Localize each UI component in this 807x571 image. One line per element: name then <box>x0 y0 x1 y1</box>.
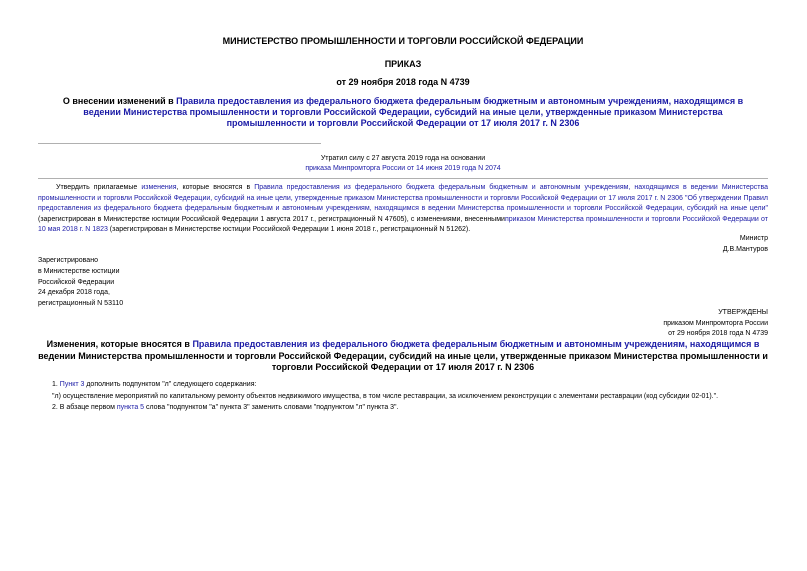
signer-position: Министр <box>739 235 768 242</box>
rules-order-link[interactable]: Правила предоставления из федерального бюджета федеральным бюджетным и автономным учреждениям, находящимся в ведении Министерства промышленности и торговли Российской Федерации, субсидий на иные цели, утвержденные приказом Министерства промышленности и торговли Российской Федерации от 17 июля 2017 г. N 2306 "Об утверждении Правил предоставления из федерального бюджета федеральным бюджетным и автономным учреждениям, находящимся в ведении Министерства промышленности и торговли Российской Федерации, субсидий на иные цели" <box>38 184 769 212</box>
signer-name: Д.В.Мантуров <box>722 246 768 253</box>
body-text-1: Утвердить прилагаемые <box>56 184 142 191</box>
list-item-quote: "л) осуществление мероприятий по капитальному ремонту объектов недвижимого имущества, в том числе реставрации, за исключением реконструкции с элементами реставрации (код субсидии 02-01).". <box>52 392 719 400</box>
clause-3-link[interactable]: Пункт 3 <box>59 381 85 388</box>
body-text-2: , которые вносятся в <box>176 184 255 191</box>
item-text: дополнить подпунктом "л" следующего содержания: <box>84 381 257 388</box>
order-title-prefix: О внесении изменений в <box>62 96 177 106</box>
list-item <box>52 380 768 391</box>
document-type: ПРИКАЗ <box>384 59 422 69</box>
item-number: 1. <box>52 381 60 388</box>
registration-number: регистрационный N 53110 <box>38 300 124 308</box>
item-text: слова "подпунктом "а" пункта 3" заменить словами "подпунктом "л" пункта 3". <box>144 404 399 411</box>
item-text: 2. В абзаце первом <box>52 404 117 411</box>
lost-force-text: Утратил силу с 27 августа 2019 года на основании <box>320 155 486 162</box>
order-body-paragraph <box>38 183 768 236</box>
amending-order-link[interactable]: приказом Министерства промышленности и торговли Российской Федерации от 10 мая 2018 г. N 1823 <box>38 215 768 233</box>
registration-date: 24 декабря 2018 года, <box>38 289 110 297</box>
approval-heading: УТВЕРЖДЕНЫ <box>718 309 768 316</box>
rules-link[interactable]: Правила предоставления из федерального бюджета федеральным бюджетным и автономным учреждениям, находящимся в ведении Министерства промышленности и торговли Российской Федерации, субсидий на иные цели, утвержденные приказом Министерства промышленности и торговли Российской Федерации от 17 июля 2017 г. N 2306 <box>83 96 744 128</box>
approval-line: приказом Минпромторга России <box>663 319 768 327</box>
signature-block <box>723 233 768 255</box>
lost-force-note <box>38 154 768 174</box>
body-text-4: (зарегистрирован в Министерстве юстиции Российской Федерации 1 июня 2018 г., регистрационный N 51262). <box>107 226 471 233</box>
order-title <box>46 96 760 129</box>
changes-rules-link[interactable]: Правила предоставления из федерального бюджета федеральным бюджетным и автономным учреждениям, находящимся в <box>192 339 760 349</box>
registration-block <box>38 256 123 310</box>
ministry-heading: МИНИСТЕРСТВО ПРОМЫШЛЕННОСТИ И ТОРГОВЛИ РОССИЙСКОЙ ФЕДЕРАЦИИ <box>222 36 584 46</box>
registration-line: Российской Федерации <box>38 278 115 286</box>
changes-link[interactable]: изменения <box>141 184 177 191</box>
changes-list <box>52 380 768 415</box>
changes-title-prefix: Изменения, которые вносятся в <box>46 339 193 349</box>
repeal-order-link[interactable]: приказа Минпромторга России от 14 июня 2019 года N 2074 <box>305 165 501 172</box>
divider-short <box>38 143 321 144</box>
body-text-3: (зарегистрирован в Министерстве юстиции Российской Федерации 1 августа 2017 г., регистрационный N 47605), с изменениями, внесенными <box>38 215 505 223</box>
list-item <box>52 403 768 414</box>
registration-line: в Министерстве юстиции <box>38 267 120 275</box>
changes-title-rest: ведении Министерства промышленности и торговли Российской Федерации, субсидий на иные цели, утвержденные приказом Министерства промышленности и торговли Российской Федерации от 17 июля 2017 г. N 2306 <box>38 350 768 372</box>
changes-title <box>38 339 768 374</box>
divider-full <box>38 178 768 179</box>
order-date-number: от 29 ноября 2018 года N 4739 <box>336 77 470 87</box>
clause-5-link[interactable]: пункта 5 <box>116 404 145 411</box>
approval-line: от 29 ноября 2018 года N 4739 <box>668 330 768 337</box>
approval-block <box>663 308 768 340</box>
registration-line: Зарегистрировано <box>38 257 98 264</box>
